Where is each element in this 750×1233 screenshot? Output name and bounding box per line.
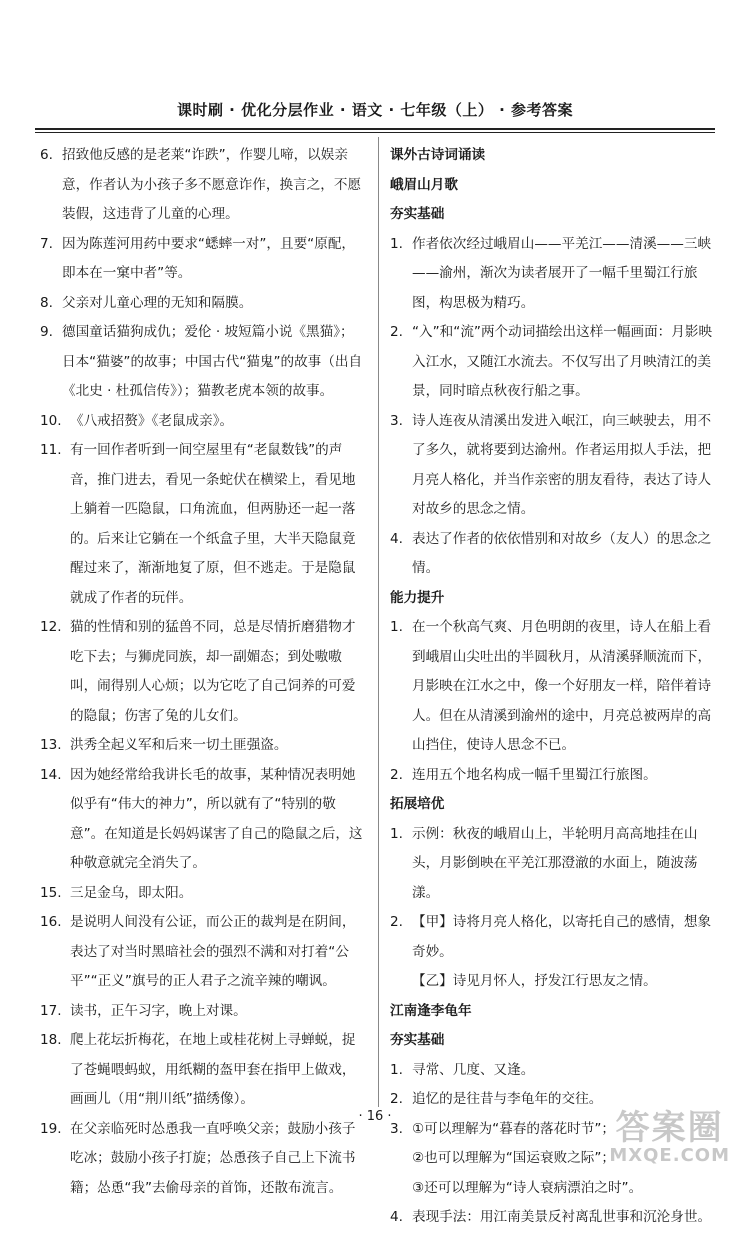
item-text: 猫的性情和别的猛兽不同，总是尽情折磨猎物才吃下去；与狮虎同族，却一副媚态；到处嗷嗷叫，闹得别人心烦；以为它吃了自己饲养的可爱的隐鼠；伤害了兔的儿女们。 (70, 619, 356, 724)
item-text: 在一个秋高气爽、月色明朗的夜里，诗人在船上看到峨眉山尖吐出的半圆秋月，从清溪驿顺流而下，月影映在江水之中，像一个好朋友一样，陪伴着诗人。但在从清溪到渝州的途中，月亮总被两岸的高山挡住，使诗人思念不已。 (412, 619, 712, 753)
subsection-heading: 拓展培优 (390, 796, 445, 812)
item-text: 有一回作者听到一间空屋里有“老鼠数钱”的声音，推门进去，看见一条蛇伏在横梁上，看见地上躺着一匹隐鼠，口角流血，但两胁还一起一落的。后来让它躺在一个纸盒子里，大半天隐鼠竟醒过来了，渐渐地复了原，但不逃走。于是隐鼠就成了作者的玩伴。 (70, 442, 356, 606)
answer-subitem: ②也可以理解为“国运衰败之际”； (412, 1150, 615, 1166)
item-number: 19. (40, 1120, 62, 1137)
watermark-url: MXQE.COM (609, 1145, 730, 1166)
page-header: 课时刷 · 优化分层作业 · 语文 · 七年级（上） · 参考答案 (176, 101, 574, 119)
item-number: 1. (390, 235, 403, 252)
answer-item-12 (40, 613, 364, 731)
left-column (40, 141, 364, 1203)
item-text: ①可以理解为“暮春的落花时节”； (412, 1120, 615, 1137)
item-number: 18. (40, 1032, 62, 1048)
item-number: 6. (40, 147, 53, 163)
answer-item-13 (40, 731, 364, 761)
answer-item-9 (40, 318, 364, 407)
answer-item (390, 613, 724, 761)
watermark-text: 答案圈 (615, 1108, 724, 1148)
item-number: 4. (390, 1209, 403, 1225)
poem-title: 江南逢李龟年 (390, 1002, 472, 1019)
item-number: 7. (40, 235, 53, 252)
item-text: 是说明人间没有公证，而公正的裁判是在阴间，表达了对当时黑暗社会的强烈不满和对打着“公平”“正义”旗号的正人君子之流辛辣的嘲讽。 (70, 914, 356, 989)
item-number: 2. (390, 324, 403, 340)
item-number: 15. (40, 884, 62, 901)
subsection-heading: 夯实基础 (390, 206, 445, 222)
answer-item (390, 407, 724, 525)
item-text: 连用五个地名构成一幅千里蜀江行旅图。 (412, 766, 657, 783)
answer-item-10 (40, 407, 364, 437)
item-number: 11. (40, 442, 62, 458)
item-text: 在父亲临死时怂恿我一直呼唤父亲；鼓励小孩子吃冰；鼓励小孩子打旋；怂恿孩子自己上下流书籍；怂恿“我”去偷母亲的首饰，还散布流言。 (70, 1120, 356, 1196)
item-number: 2. (390, 1091, 403, 1107)
item-number: 12. (40, 619, 62, 635)
item-text: 招致他反感的是老莱“诈跌”，作婴儿啼，以娱亲意，作者认为小孩子多不愿意诈作，换言之，不愿装假，这违背了儿童的心理。 (62, 147, 362, 222)
answer-item-6 (40, 141, 364, 230)
column-divider (378, 137, 379, 1107)
answer-item (390, 1056, 724, 1086)
item-text: 洪秀全起义军和后来一切土匪强盗。 (70, 737, 288, 753)
item-number: 13. (40, 737, 62, 753)
item-number: 1. (390, 1061, 403, 1078)
item-text: 爬上花坛折梅花，在地上或桂花树上寻蝉蜕，捉了苍蝇喂蚂蚁，用纸糊的盔甲套在指甲上做戏，画画儿（用“荆川纸”描绣像）。 (70, 1032, 356, 1107)
answer-item-18 (40, 1026, 364, 1115)
item-number: 3. (390, 1120, 403, 1137)
item-text: 因为她经常给我讲长毛的故事，某种情况表明她似乎有“伟大的神力”，所以就有了“特别的敬意”。在知道是长妈妈谋害了自己的隐鼠之后，这种敬意就完全消失了。 (70, 766, 363, 871)
subsection-heading: 能力提升 (390, 589, 445, 606)
item-text: 【甲】诗将月亮人格化，以寄托自己的感情，想象奇妙。 (412, 914, 712, 960)
item-number: 10. (40, 412, 62, 429)
item-text: 父亲对儿童心理的无知和隔膜。 (62, 294, 253, 311)
item-text: 追忆的是往昔与李龟年的交往。 (412, 1091, 603, 1107)
item-text: 表现手法：用江南美景反衬离乱世事和沉沦身世。 (412, 1209, 712, 1225)
answer-item (390, 1203, 724, 1233)
right-column (390, 141, 724, 1233)
item-number: 17. (40, 1002, 62, 1019)
item-text: 读书，正午习字，晚上对课。 (70, 1002, 247, 1019)
answer-item-8 (40, 289, 364, 319)
subsection-heading: 夯实基础 (390, 1032, 445, 1048)
item-number: 8. (40, 294, 53, 311)
answer-item (390, 230, 724, 319)
answer-item-17 (40, 997, 364, 1027)
answer-item (390, 318, 724, 407)
item-number: 2. (390, 766, 403, 783)
page-number: · 16 · (358, 1109, 392, 1124)
item-number: 4. (390, 530, 403, 547)
item-text: 表达了作者的依依惜别和对故乡（友人）的思念之情。 (412, 530, 712, 576)
item-number: 3. (390, 412, 403, 429)
item-number: 9. (40, 324, 53, 340)
header-rule-thin (35, 132, 715, 133)
item-text: 因为陈莲河用药中要求“蟋蟀一对”，且要“原配，即本在一窠中者”等。 (62, 235, 356, 281)
item-number: 1. (390, 619, 403, 635)
answer-item-15 (40, 879, 364, 909)
item-text: 示例：秋夜的峨眉山上，半轮明月高高地挂在山头，月影倒映在平羌江那澄澈的水面上，随波荡漾。 (412, 825, 698, 901)
answer-item (390, 908, 724, 967)
item-number: 14. (40, 766, 62, 783)
item-text: 寻常、几度、又逢。 (412, 1061, 535, 1078)
answer-item (390, 761, 724, 791)
section-title: 课外古诗词诵读 (390, 147, 486, 163)
item-text: 《八戒招赘》《老鼠成亲》。 (70, 412, 234, 429)
watermark-logo (609, 1110, 730, 1166)
header-rule (35, 128, 715, 130)
answer-item-7 (40, 230, 364, 289)
item-text: 三足金乌，即太阳。 (70, 884, 193, 901)
item-number: 2. (390, 914, 403, 930)
item-text: “入”和“流”两个动词描绘出这样一幅画面：月影映入江水，又随江水流去。不仅写出了月映清江的美景，同时暗点秋夜行船之事。 (412, 324, 713, 399)
answer-item-16 (40, 908, 364, 997)
item-number: 16. (40, 914, 62, 930)
item-text: 作者依次经过峨眉山——平羌江——清溪——三峡——渝州，渐次为读者展开了一幅千里蜀江行旅图，构思极为精巧。 (412, 235, 712, 311)
answer-item (390, 525, 724, 584)
answer-item-14 (40, 761, 364, 879)
answer-item (390, 820, 724, 909)
answer-subitem: 【乙】诗见月怀人，抒发江行思友之情。 (412, 973, 657, 989)
answer-item-11 (40, 436, 364, 613)
answer-subitem: ③还可以理解为“诗人衰病漂泊之时”。 (412, 1179, 643, 1196)
item-text: 德国童话猫狗成仇；爱伦 · 坡短篇小说《黑猫》；日本“猫婆”的故事；中国古代“猫鬼”的故事（出自《北史 · 杜孤信传》）；猫教老虎本领的故事。 (62, 324, 363, 399)
item-text: 诗人连夜从清溪出发进入岷江，向三峡驶去，用不了多久，就将要到达渝州。作者运用拟人手法，把月亮人格化，并当作亲密的朋友看待，表达了诗人对故乡的思念之情。 (412, 412, 712, 517)
answer-item-19 (40, 1115, 364, 1204)
poem-title: 峨眉山月歌 (390, 176, 458, 193)
item-number: 1. (390, 825, 403, 842)
